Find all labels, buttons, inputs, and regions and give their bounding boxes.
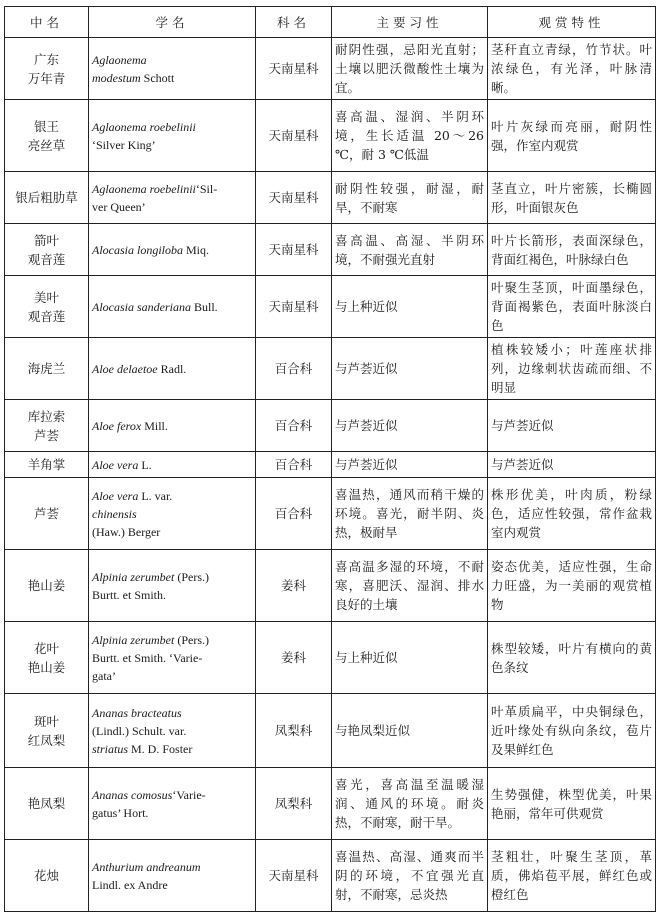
cn-name-line: 观音莲: [27, 308, 66, 324]
sci-name-roman: gatus’ Hort.: [92, 805, 149, 820]
cn-name-line: 观音莲: [27, 251, 66, 267]
cell-ornamental: 茎直立，叶片密簇，长椭圆形，叶面银灰色: [488, 172, 656, 224]
cell-ornamental: 叶革质扁平，中央铜绿色，近叶缘处有纵向条纹，苞片及果鲜红色: [488, 694, 656, 768]
sci-name-italic: Alpinia zerumbet: [92, 632, 175, 647]
table-row: [5, 694, 656, 768]
sci-name-roman: Schott: [140, 70, 175, 85]
cn-name-line: 羊角掌: [27, 457, 66, 472]
cell-sci-name: [89, 338, 256, 400]
table-row: [5, 622, 656, 694]
cell-habit: 与艳凤梨近似: [332, 694, 488, 768]
cn-name-line: 亮丝草: [27, 137, 66, 153]
cell-ornamental: 茎粗壮，叶聚生茎顶，革质，佛焰苞平展，鲜红色或橙红色: [488, 840, 656, 912]
cell-cn-name: [5, 224, 89, 276]
table-row: [5, 38, 656, 100]
sci-name-roman: gata’: [92, 668, 116, 683]
sci-name-italic: Aglaonema roebelinii: [92, 181, 196, 196]
cell-ornamental: 株形优美，叶肉质，粉绿色，适应性较强，常作盆栽室内观赏: [488, 478, 656, 550]
cell-sci-name: [89, 400, 256, 452]
sci-name-roman: ‘Silver King’: [92, 137, 156, 152]
cell-habit: 喜温热、高湿、通爽而半阴的环境，不宜强光直射，不耐寒，忌炎热: [332, 840, 488, 912]
cell-ornamental: 茎秆直立青绿，竹节状。叶浓绿色，有光泽，叶脉清晰。: [488, 38, 656, 100]
cell-ornamental: 叶片长箭形，表面深绿色，背面红褐色，叶脉绿白色: [488, 224, 656, 276]
sci-name-italic: Anthurium andreanum: [92, 859, 201, 874]
table-row: [5, 550, 656, 622]
cell-family: 天南星科: [256, 276, 332, 338]
cell-habit: 与芦荟近似: [332, 338, 488, 400]
header-ornamental: 观赏特性: [488, 7, 656, 38]
sci-name-italic: modestum: [92, 70, 141, 85]
cn-name-line: 银后粗肋草: [15, 190, 78, 205]
cell-family: 姜科: [256, 622, 332, 694]
table-row: [5, 840, 656, 912]
cell-cn-name: [5, 694, 89, 768]
header-sci-name: 学名: [89, 7, 256, 38]
cell-sci-name: [89, 478, 256, 550]
sci-name-roman: Bull.: [191, 299, 218, 314]
table-row: [5, 172, 656, 224]
sci-name-italic: Aloe ferox: [92, 418, 142, 433]
cell-family: 天南星科: [256, 100, 332, 172]
sci-name-italic: Ananas comosus: [92, 787, 173, 802]
cell-ornamental: 姿态优美，适应性强，生命力旺盛，为一美丽的观赏植物: [488, 550, 656, 622]
cell-habit: 与上种近似: [332, 276, 488, 338]
sci-name-italic: Aloe delaetoe: [92, 361, 158, 376]
cell-habit: 喜高温、高湿、半阴环境，不耐强光直射: [332, 224, 488, 276]
sci-name-roman: (Pers.): [174, 632, 209, 647]
cn-name-line: 万年青: [27, 70, 66, 86]
header-cn-name: 中名: [5, 7, 89, 38]
cell-family: 天南星科: [256, 38, 332, 100]
cell-family: 百合科: [256, 338, 332, 400]
cell-habit: 喜高温、湿润、半阴环境，生长适温 20～26 ℃，耐 3 ℃低温: [332, 100, 488, 172]
cell-habit: 喜光，喜高温至温暖湿润、通风的环境。耐炎热，不耐寒，耐干旱。: [332, 768, 488, 840]
table-row: [5, 338, 656, 400]
sci-name-italic: Aloe vera: [92, 457, 139, 472]
cn-name-line: 艳山姜: [27, 659, 66, 675]
cell-cn-name: [5, 550, 89, 622]
table-row: [5, 478, 656, 550]
cell-ornamental: 与芦荟近似: [488, 400, 656, 452]
cn-name-line: 红凤梨: [27, 732, 66, 748]
sci-name-roman: Miq.: [183, 242, 210, 257]
cell-cn-name: [5, 100, 89, 172]
sci-name-italic: Alocasia longiloba: [92, 242, 183, 257]
plant-table: [4, 6, 656, 912]
cell-sci-name: [89, 38, 256, 100]
cn-name-line: 艳凤梨: [27, 796, 66, 811]
cell-cn-name: [5, 452, 89, 478]
cell-cn-name: [5, 172, 89, 224]
cell-habit: 喜温热，通风而稍干燥的环境。喜光，耐半阴、炎热，极耐旱: [332, 478, 488, 550]
cell-habit: 与芦荟近似: [332, 400, 488, 452]
cell-habit: 耐阴性较强，耐湿，耐旱，不耐寒: [332, 172, 488, 224]
header-row: [5, 7, 656, 38]
cn-name-line: 艳山姜: [27, 578, 66, 593]
cell-habit: 与上种近似: [332, 622, 488, 694]
cell-cn-name: [5, 768, 89, 840]
cell-family: 百合科: [256, 478, 332, 550]
cn-name-line: 美叶: [33, 289, 59, 305]
cell-cn-name: [5, 840, 89, 912]
cell-sci-name: [89, 100, 256, 172]
table-row: [5, 224, 656, 276]
sci-name-roman: (Haw.) Berger: [92, 524, 161, 539]
sci-name-roman: L. var.: [138, 488, 173, 503]
cell-sci-name: [89, 550, 256, 622]
sci-name-italic: Aloe vera: [92, 488, 139, 503]
cn-name-line: 广东: [33, 51, 59, 67]
cell-ornamental: 叶片灰绿而亮丽，耐阴性强，作室内观赏: [488, 100, 656, 172]
cell-habit: 喜高温多湿的环境，不耐寒，喜肥沃、湿润、排水良好的土壤: [332, 550, 488, 622]
sci-name-roman: Burtt. et Smith.: [92, 587, 167, 602]
cell-cn-name: [5, 478, 89, 550]
cell-family: 天南星科: [256, 172, 332, 224]
table-row: [5, 400, 656, 452]
cn-name-line: 花叶: [33, 640, 59, 656]
cell-sci-name: [89, 172, 256, 224]
sci-name-roman: (Lindl.) Schult. var.: [92, 723, 187, 738]
cell-sci-name: [89, 276, 256, 338]
cell-sci-name: [89, 622, 256, 694]
cell-family: 姜科: [256, 550, 332, 622]
cell-family: 百合科: [256, 452, 332, 478]
cn-name-line: 芦荟: [33, 506, 59, 521]
cn-name-line: 箭叶: [33, 232, 59, 248]
sci-name-roman: L.: [138, 457, 152, 472]
cell-sci-name: [89, 452, 256, 478]
cn-name-line: 花烛: [33, 868, 59, 883]
table-header: [5, 7, 656, 38]
sci-name-roman: ‘Sil-: [195, 181, 218, 196]
cn-name-line: 库拉索: [27, 408, 66, 424]
cell-family: 凤梨科: [256, 694, 332, 768]
table-row: [5, 768, 656, 840]
cell-ornamental: 株型较矮，叶片有横向的黄色条纹: [488, 622, 656, 694]
sci-name-roman: Radl.: [157, 361, 187, 376]
table-row: [5, 276, 656, 338]
sci-name-roman: ver Queen’: [92, 199, 146, 214]
sci-name-roman: M. D. Foster: [128, 741, 193, 756]
header-habit: 主要习性: [332, 7, 488, 38]
cell-family: 凤梨科: [256, 768, 332, 840]
table-row: [5, 100, 656, 172]
sci-name-italic: chinensis: [92, 506, 137, 521]
cell-sci-name: [89, 694, 256, 768]
sci-name-roman: (Pers.): [174, 569, 209, 584]
cell-sci-name: [89, 224, 256, 276]
sci-name-italic: Ananas bracteatus: [92, 705, 182, 720]
cn-name-line: 芦荟: [33, 427, 59, 443]
cell-habit: 耐阴性强，忌阳光直射；土壤以肥沃微酸性土壤为宜。: [332, 38, 488, 100]
cell-family: 天南星科: [256, 224, 332, 276]
sci-name-italic: Alpinia zerumbet: [92, 569, 175, 584]
sci-name-italic: Aglaonema roebelinii: [92, 119, 196, 134]
cell-cn-name: [5, 400, 89, 452]
cell-cn-name: [5, 622, 89, 694]
cell-ornamental: 植株较矮小；叶莲座状排列，边缘刺状齿疏而细、不明显: [488, 338, 656, 400]
sci-name-italic: Aglaonema: [92, 52, 147, 67]
cell-cn-name: [5, 338, 89, 400]
sci-name-roman: Lindl. ex Andre: [92, 877, 168, 892]
cn-name-line: 海虎兰: [27, 361, 66, 376]
table-body: [5, 38, 656, 912]
cell-sci-name: [89, 840, 256, 912]
cn-name-line: 斑叶: [33, 713, 59, 729]
cn-name-line: 银王: [33, 118, 59, 134]
header-family: 科名: [256, 7, 332, 38]
cell-habit: 与芦荟近似: [332, 452, 488, 478]
cell-sci-name: [89, 768, 256, 840]
sci-name-roman: Mill.: [141, 418, 168, 433]
cell-ornamental: 生势强健，株型优美，叶果艳丽，常年可供观赏: [488, 768, 656, 840]
cell-ornamental: 叶聚生茎顶，叶面墨绿色，背面褐紫色，表面叶脉淡白色: [488, 276, 656, 338]
cell-family: 天南星科: [256, 840, 332, 912]
table-row: [5, 452, 656, 478]
sci-name-roman: ‘Varie-: [172, 787, 206, 802]
cell-cn-name: [5, 38, 89, 100]
cell-ornamental: 与芦荟近似: [488, 452, 656, 478]
cell-cn-name: [5, 276, 89, 338]
sci-name-italic: striatus: [92, 741, 129, 756]
cell-family: 百合科: [256, 400, 332, 452]
sci-name-italic: Alocasia sanderiana: [92, 299, 191, 314]
sci-name-roman: Burtt. et Smith. ‘Varie-: [92, 650, 203, 665]
